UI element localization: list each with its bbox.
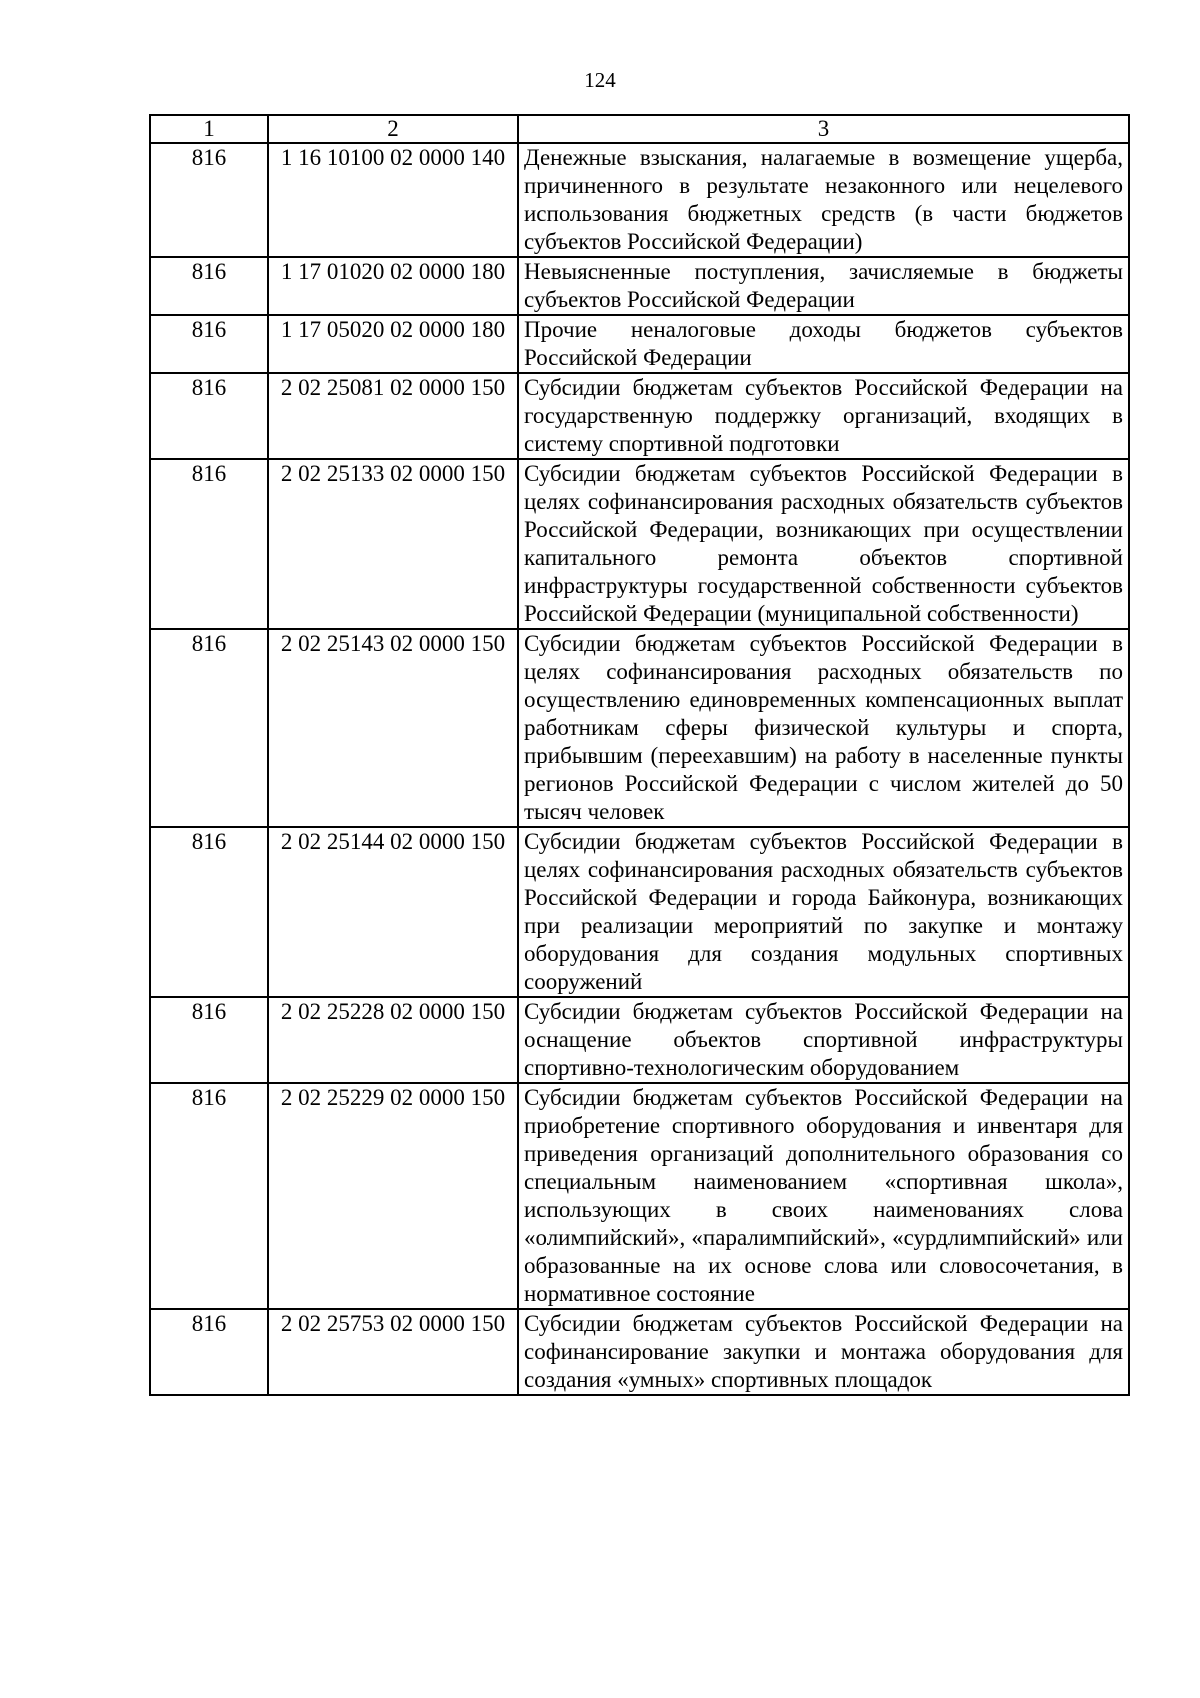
- income-code-cell: 2 02 25144 02 0000 150: [268, 827, 518, 997]
- table-row: [150, 373, 1129, 459]
- table-row: [150, 997, 1129, 1083]
- description-cell: Субсидии бюджетам субъектов Российской Федерации на приобретение спортивного оборудования и инвентаря для приведения организаций дополнительного образования со специальным наименованием «спортивная школа», использующих в своих наименованиях слова «олимпийский», «паралимпийский», «сурдлимпийский» или образованные на их основе слова или словосочетания, в нормативное состояние: [518, 1083, 1129, 1309]
- admin-code-cell: 816: [150, 373, 268, 459]
- income-code-cell: 2 02 25229 02 0000 150: [268, 1083, 518, 1309]
- admin-code-cell: 816: [150, 1309, 268, 1395]
- description-cell: Субсидии бюджетам субъектов Российской Федерации на государственную поддержку организаций, входящих в систему спортивной подготовки: [518, 373, 1129, 459]
- admin-code-cell: 816: [150, 143, 268, 257]
- admin-code-cell: 816: [150, 257, 268, 315]
- table-row: [150, 827, 1129, 997]
- page-number: 124: [584, 68, 616, 92]
- description-cell: Прочие неналоговые доходы бюджетов субъектов Российской Федерации: [518, 315, 1129, 373]
- income-code-cell: 2 02 25143 02 0000 150: [268, 629, 518, 827]
- column-header-1: 1: [150, 115, 268, 143]
- table-row: [150, 315, 1129, 373]
- admin-code-cell: 816: [150, 315, 268, 373]
- description-cell: Денежные взыскания, налагаемые в возмещение ущерба, причиненного в результате незаконного или нецелевого использования бюджетных средств (в части бюджетов субъектов Российской Федерации): [518, 143, 1129, 257]
- table-row: [150, 459, 1129, 629]
- admin-code-cell: 816: [150, 629, 268, 827]
- column-header-2: 2: [268, 115, 518, 143]
- table-header-row: [150, 115, 1129, 143]
- column-header-3: 3: [518, 115, 1129, 143]
- admin-code-cell: 816: [150, 1083, 268, 1309]
- table-row: [150, 629, 1129, 827]
- income-code-cell: 2 02 25133 02 0000 150: [268, 459, 518, 629]
- table-row: [150, 257, 1129, 315]
- admin-code-cell: 816: [150, 827, 268, 997]
- table-row: [150, 1083, 1129, 1309]
- income-code-cell: 2 02 25753 02 0000 150: [268, 1309, 518, 1395]
- description-cell: Субсидии бюджетам субъектов Российской Федерации на оснащение объектов спортивной инфраструктуры спортивно-технологическим оборудованием: [518, 997, 1129, 1083]
- income-code-cell: 1 16 10100 02 0000 140: [268, 143, 518, 257]
- table-row: [150, 143, 1129, 257]
- income-code-cell: 2 02 25081 02 0000 150: [268, 373, 518, 459]
- income-code-cell: 1 17 05020 02 0000 180: [268, 315, 518, 373]
- description-cell: Субсидии бюджетам субъектов Российской Федерации в целях софинансирования расходных обязательств субъектов Российской Федерации и города Байконура, возникающих при реализации мероприятий по закупке и монтажу оборудования для создания модульных спортивных сооружений: [518, 827, 1129, 997]
- budget-classification-table: [149, 114, 1130, 1396]
- description-cell: Субсидии бюджетам субъектов Российской Федерации в целях софинансирования расходных обязательств субъектов Российской Федерации, возникающих при осуществлении капитального ремонта объектов спортивной инфраструктуры государственной собственности субъектов Российской Федерации (муниципальной собственности): [518, 459, 1129, 629]
- description-cell: Невыясненные поступления, зачисляемые в бюджеты субъектов Российской Федерации: [518, 257, 1129, 315]
- description-cell: Субсидии бюджетам субъектов Российской Федерации в целях софинансирования расходных обязательств по осуществлению единовременных компенсационных выплат работникам сферы физической культуры и спорта, прибывшим (переехавшим) на работу в населенные пункты регионов Российской Федерации с числом жителей до 50 тысяч человек: [518, 629, 1129, 827]
- income-code-cell: 2 02 25228 02 0000 150: [268, 997, 518, 1083]
- admin-code-cell: 816: [150, 459, 268, 629]
- description-cell: Субсидии бюджетам субъектов Российской Федерации на софинансирование закупки и монтажа оборудования для создания «умных» спортивных площадок: [518, 1309, 1129, 1395]
- table-row: [150, 1309, 1129, 1395]
- admin-code-cell: 816: [150, 997, 268, 1083]
- income-code-cell: 1 17 01020 02 0000 180: [268, 257, 518, 315]
